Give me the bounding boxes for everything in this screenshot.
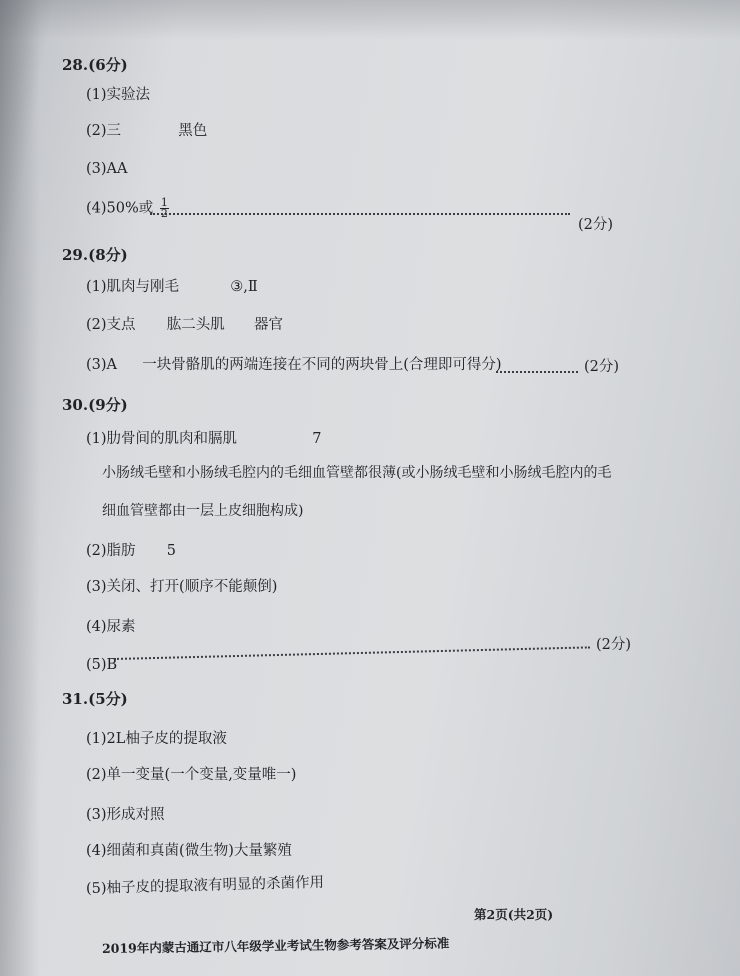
shadow-left <box>0 0 40 976</box>
footer-document-title: 2019年内蒙古通辽市八年级学业考试生物参考答案及评分标准 <box>101 935 450 956</box>
q31-answer-5: (5)柚子皮的提取液有明显的杀菌作用 <box>85 874 325 897</box>
q29-answer-2 <box>86 316 283 334</box>
q29-answer-2-extra: 器官 <box>253 317 283 333</box>
q30-header: 30.(9分) <box>62 396 128 414</box>
q29-answer-2-mid: 肱二头肌 <box>166 317 225 333</box>
q29-answer-3-text: 一块骨骼肌的两端连接在不同的两块骨上(合理即可得分) <box>142 357 502 373</box>
q29-answer-3-label: (3)A <box>86 357 118 373</box>
q30-answer-4: (4)尿素 <box>86 619 136 635</box>
q30-answer-5: (5)B <box>86 657 118 673</box>
q31-header: 31.(5分) <box>62 690 128 708</box>
q31-answer-2: (2)单一变量(一个变量,变量唯一) <box>86 767 297 783</box>
q28-answer-2-extra: 黑色 <box>178 123 208 139</box>
q30-answer-2 <box>86 542 176 560</box>
q28-answer-3: (3)AA <box>86 161 128 177</box>
q30-answer-1 <box>86 430 322 448</box>
q31-answer-1: (1)2L柚子皮的提取液 <box>86 731 227 747</box>
fraction-numerator: 1 <box>160 196 168 209</box>
shadow-top <box>0 0 740 40</box>
q30-answer-3: (3)关闭、打开(顺序不能颠倒) <box>86 579 278 595</box>
q28-dot-leader <box>150 213 570 215</box>
q30-answer-1-continuation-1: 小肠绒毛壁和小肠绒毛腔内的毛细血管壁都很薄(或小肠绒毛壁和小肠绒毛腔内的毛 <box>102 465 612 481</box>
q31-answer-3: (3)形成对照 <box>86 807 165 823</box>
q28-answer-2-label: (2)三 <box>86 123 122 139</box>
q28-answer-1: (1)实验法 <box>86 87 151 103</box>
q29-answer-2-label: (2)支点 <box>86 317 136 333</box>
q28-answer-4-label: (4)50%或 <box>86 200 154 217</box>
q28-answer-4-fraction <box>160 198 169 219</box>
fraction-denominator: 2 <box>160 207 168 220</box>
q30-answer-1-extra: 7 <box>312 431 322 447</box>
q30-dot-leader <box>114 646 590 660</box>
q30-answer-2-extra: 5 <box>166 543 176 559</box>
q28-score: (2分) <box>578 217 614 233</box>
q29-answer-1-label: (1)肌肉与刚毛 <box>86 279 180 295</box>
q30-answer-2-label: (2)脂肪 <box>86 543 136 559</box>
q30-answer-1-continuation-2: 细血管壁都由一层上皮细胞构成) <box>102 503 304 519</box>
q29-answer-1 <box>86 278 258 296</box>
q29-header: 29.(8分) <box>62 246 128 264</box>
q30-answer-1-label: (1)肋骨间的肌肉和膈肌 <box>86 431 238 447</box>
q29-answer-1-extra: ③,Ⅱ <box>230 279 258 295</box>
q28-header: 28.(6分) <box>62 56 128 74</box>
q28-answer-4 <box>86 198 169 219</box>
q29-score: (2分) <box>584 359 620 375</box>
q31-answer-4: (4)细菌和真菌(微生物)大量繁殖 <box>86 843 292 859</box>
q30-score: (2分) <box>596 637 632 653</box>
footer-page-number: 第2页(共2页) <box>474 907 554 922</box>
q29-dot-leader <box>496 371 578 373</box>
q28-answer-2 <box>86 122 207 140</box>
q29-answer-3 <box>86 356 502 374</box>
